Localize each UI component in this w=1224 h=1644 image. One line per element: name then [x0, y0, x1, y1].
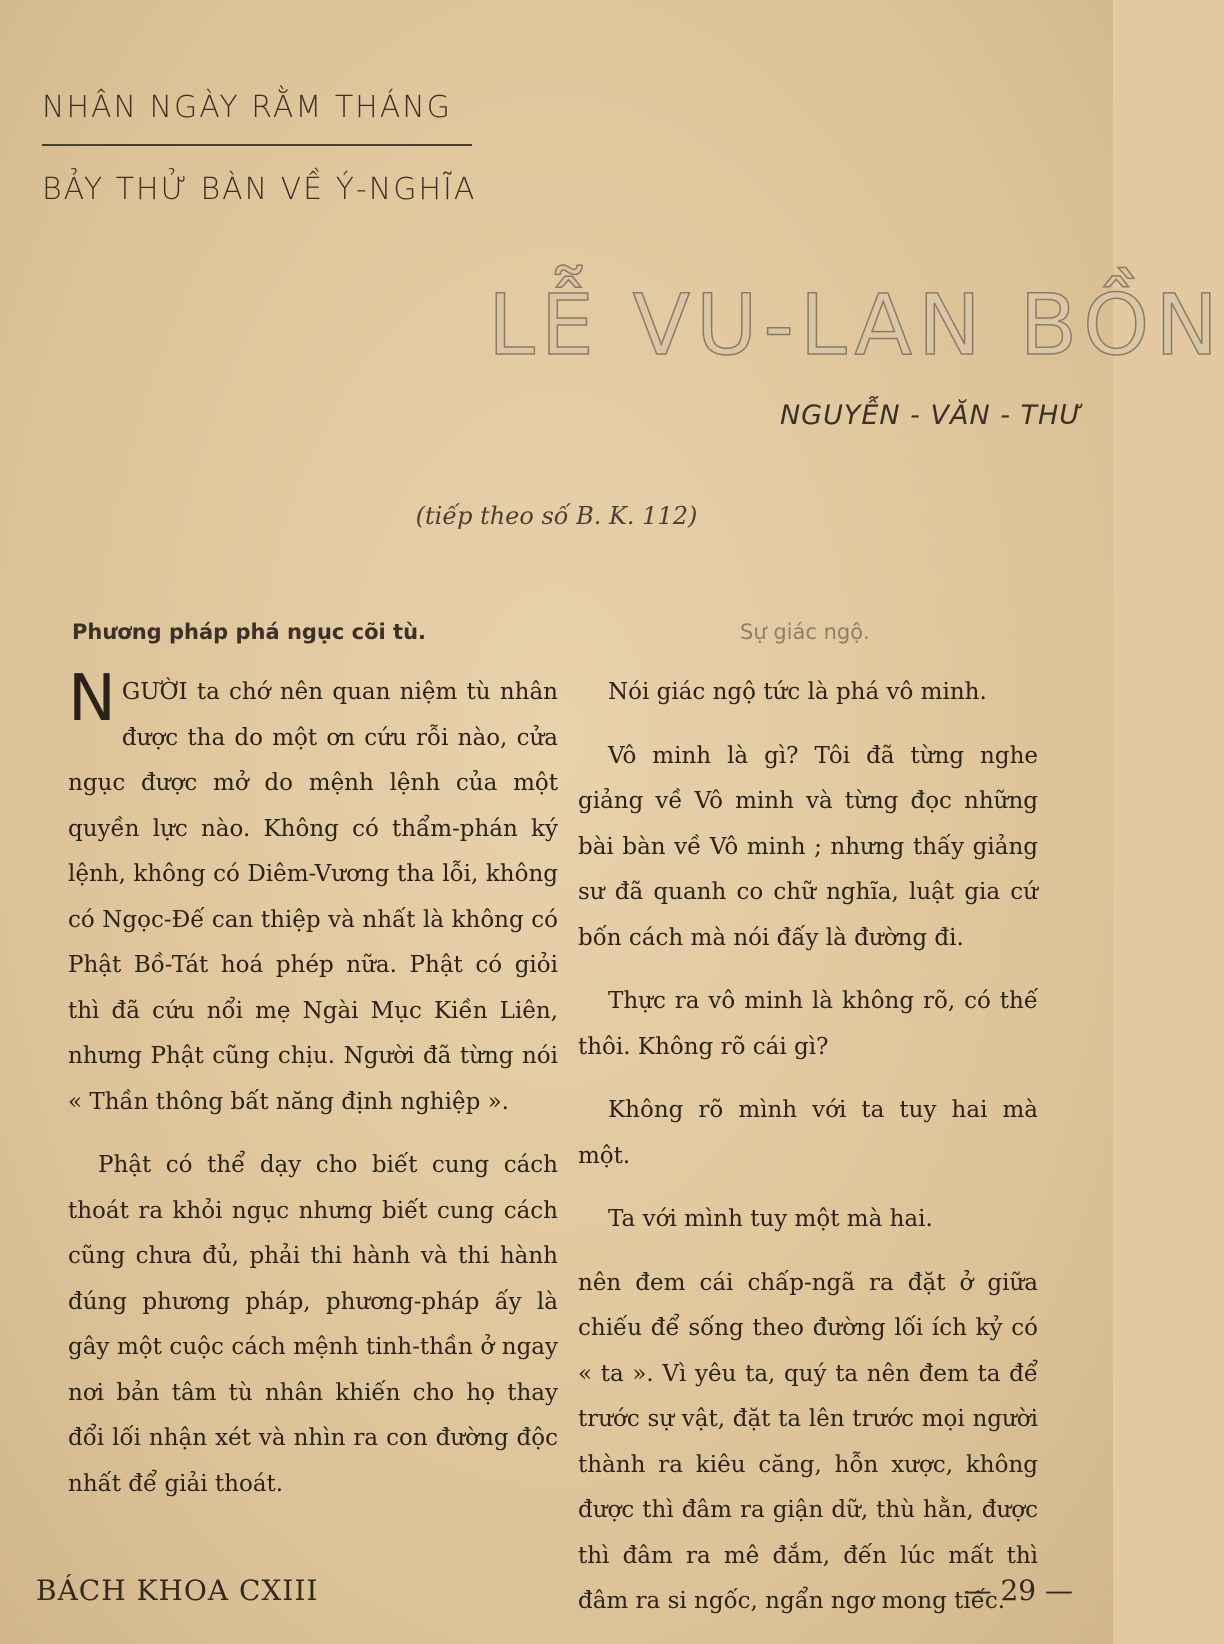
paragraph: Nói giác ngộ tức là phá vô minh. — [608, 679, 987, 705]
continuation-note: (tiếp theo số B. K. 112) — [415, 502, 698, 530]
right-column — [578, 670, 1038, 1643]
kicker-line-2: BẢY THỬ BÀN VỀ Ý-NGHĨA — [42, 172, 477, 207]
kicker-rule — [42, 144, 472, 146]
section-title-right: Sự giác ngộ. — [740, 620, 870, 644]
left-column — [68, 662, 558, 1525]
paragraph: Ta với mình tuy một mà hai. — [608, 1206, 933, 1232]
kicker-line-1: NHÂN NGÀY RẰM THÁNG — [42, 90, 452, 125]
paragraph: Vô minh là gì? Tôi đã từng nghe giảng về Vô minh và từng đọc những bài bàn về Vô minh ; nhưng thấy giảng sư đã quanh co chữ nghĩa, luật gia cứ bốn cách mà nói đấy là đường đi. — [578, 742, 1038, 951]
page-number: — 29 — — [963, 1574, 1073, 1607]
paragraph: Phật có thể dạy cho biết cung cách thoát ra khỏi ngục nhưng biết cung cách cũng chưa đủ, phải thi hành và thi hành đúng phương pháp, phương-pháp ấy là gây một cuộc cách mệnh tinh-thần ở ngay nơi bản tâm tù nhân khiến cho họ thay đổi lối nhận xét và nhìn ra con đường độc nhất để giải thoát. — [68, 1152, 558, 1497]
paragraph: Không rõ mình với ta tuy hai mà một. — [578, 1097, 1038, 1169]
section-title-left: Phương pháp phá ngục cõi tù. — [72, 620, 427, 644]
article-title: LỄ VU-LAN BỒN — [488, 276, 1224, 374]
paragraph: Thực ra vô minh là không rõ, có thế thôi. Không rõ cái gì? — [578, 988, 1038, 1060]
footer-magazine-name: BÁCH KHOA CXIII — [36, 1574, 319, 1607]
author-byline: NGUYỄN - VĂN - THƯ — [779, 400, 1083, 431]
drop-cap: N — [68, 662, 116, 736]
paragraph — [68, 662, 558, 1125]
paragraph-text: GƯỜI ta chớ nên quan niệm tù nhân được tha do một ơn cứu rỗi nào, cửa ngục được mở do mệnh lệnh của một quyền lực nào. Không có thẩm-phán ký lệnh, không có Diêm-Vương tha lỗi, không có Ngọc-Đế can thiệp và nhất là không có Phật Bồ-Tát hoá phép nữa. Phật có giỏi thì đã cứu nổi mẹ Ngài Mục Kiền Liên, nhưng Phật cũng chịu. Người đã từng nói « Thần thông bất năng định nghiệp ». — [68, 679, 558, 1115]
paragraph: nên đem cái chấp-ngã ra đặt ở giữa chiếu để sống theo đường lối ích kỷ có « ta ». Vì yêu ta, quý ta nên đem ta để trước sự vật, đặt ta lên trước mọi người thành ra kiêu căng, hỗn xược, không được thì đâm ra giận dữ, thù hằn, được thì đâm ra mê đắm, đến lúc mất thì đâm ra si ngốc, ngẩn ngơ mong tiếc. — [578, 1269, 1038, 1614]
